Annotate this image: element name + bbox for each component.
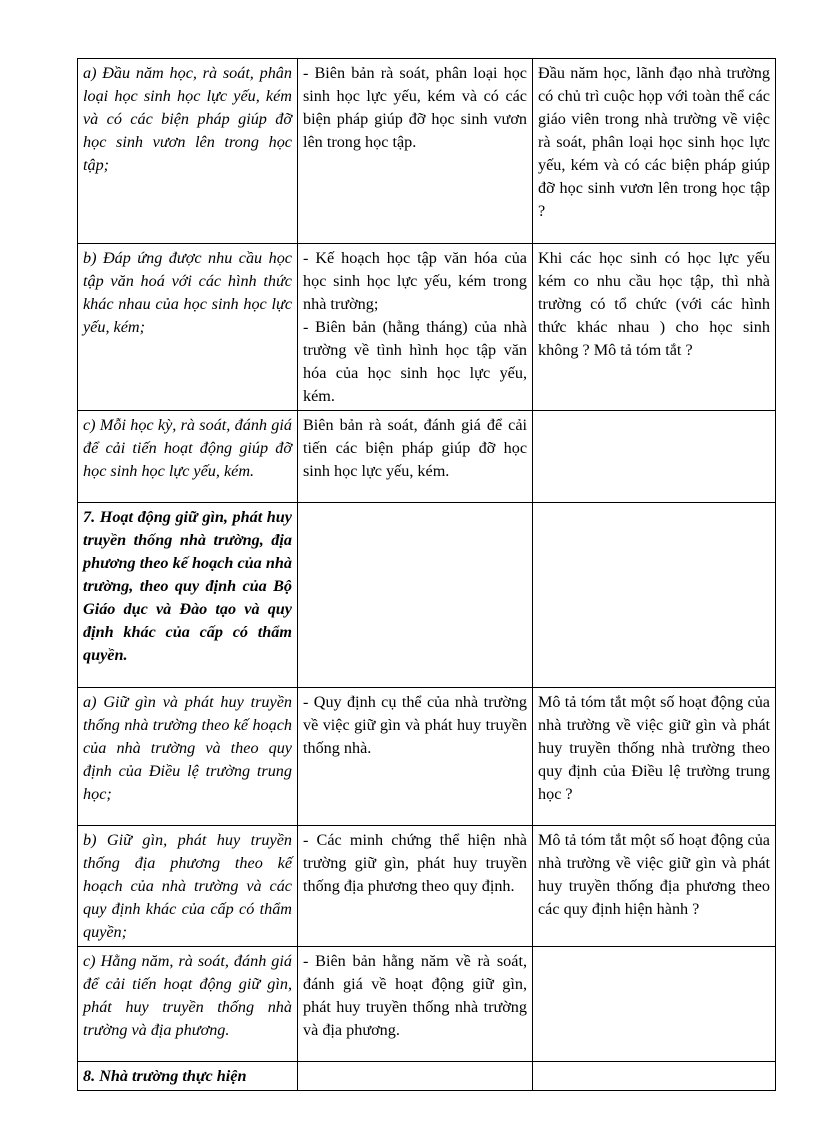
evidence-cell — [298, 244, 533, 411]
question-cell — [533, 411, 776, 503]
standard-heading-cell: 8. Nhà trường thực hiện — [78, 1062, 298, 1091]
question-cell — [533, 503, 776, 688]
question-cell — [533, 1062, 776, 1091]
question-cell: Mô tả tóm tắt một số hoạt động của nhà trường về việc giữ gìn và phát huy truyền thống nhà trường theo quy định của Điều lệ trường trung học ? — [533, 688, 776, 826]
criterion-cell: b) Đáp ứng được nhu cầu học tập văn hoá với các hình thức khác nhau của học sinh học lực yếu, kém; — [78, 244, 298, 411]
question-cell: Mô tả tóm tắt một số hoạt động của nhà trường về việc giữ gìn và phát huy truyền thống địa phương theo các quy định hiện hành ? — [533, 826, 776, 947]
table-row — [78, 411, 776, 503]
criterion-cell: a) Giữ gìn và phát huy truyền thống nhà trường theo kế hoạch của nhà trường và theo quy định của Điều lệ trường trung học; — [78, 688, 298, 826]
evidence-cell — [298, 503, 533, 688]
evidence-cell — [298, 947, 533, 1062]
evidence-item: - Các minh chứng thể hiện nhà trường giữ gìn, phát huy truyền thống địa phương theo quy định. — [303, 831, 527, 895]
criterion-cell: a) Đầu năm học, rà soát, phân loại học sinh học lực yếu, kém và có các biện pháp giúp đỡ học sinh vươn lên trong học tập; — [78, 59, 298, 244]
question-cell — [533, 947, 776, 1062]
table-row — [78, 1062, 776, 1091]
criterion-cell: c) Hằng năm, rà soát, đánh giá để cải tiến hoạt động giữ gìn, phát huy truyền thống nhà trường và địa phương. — [78, 947, 298, 1062]
criteria-table — [77, 58, 776, 1091]
standard-heading-cell: 7. Hoạt động giữ gìn, phát huy truyền thống nhà trường, địa phương theo kế hoạch của nhà trường, theo quy định của Bộ Giáo dục và Đào tạo và quy định khác của cấp có thẩm quyền. — [78, 503, 298, 688]
evidence-cell — [298, 688, 533, 826]
criterion-cell: b) Giữ gìn, phát huy truyền thống địa phương theo kế hoạch của nhà trường và các quy định khác của cấp có thẩm quyền; — [78, 826, 298, 947]
evidence-item: - Biên bản rà soát, phân loại học sinh học lực yếu, kém và có các biện pháp giúp đỡ học sinh vươn lên trong học tập. — [303, 64, 527, 151]
evidence-item: - Biên bản (hằng tháng) của nhà trường về tình hình học tập văn hóa của học sinh học lực yếu, kém. — [303, 318, 527, 405]
evidence-item: - Quy định cụ thể của nhà trường về việc giữ gìn và phát huy truyền thống nhà. — [303, 693, 527, 757]
table-row — [78, 503, 776, 688]
table-row — [78, 244, 776, 411]
evidence-cell — [298, 1062, 533, 1091]
table-row — [78, 688, 776, 826]
evidence-item: - Biên bản hằng năm về rà soát, đánh giá về hoạt động giữ gìn, phát huy truyền thống nhà trường và địa phương. — [303, 952, 527, 1039]
evidence-item: Biên bản rà soát, đánh giá để cải tiến các biện pháp giúp đỡ học sinh học lực yếu, kém. — [303, 416, 527, 480]
document-page — [77, 58, 775, 1091]
criterion-cell: c) Mỗi học kỳ, rà soát, đánh giá để cải tiến hoạt động giúp đỡ học sinh học lực yếu, kém. — [78, 411, 298, 503]
evidence-item: - Kế hoạch học tập văn hóa của học sinh học lực yếu, kém trong nhà trường; — [303, 249, 527, 313]
table-row — [78, 826, 776, 947]
evidence-cell — [298, 59, 533, 244]
question-cell: Đầu năm học, lãnh đạo nhà trường có chủ trì cuộc họp với toàn thể các giáo viên trong nhà trường về việc rà soát, phân loại học sinh học lực yếu, kém và có các biện pháp giúp đỡ học sinh vươn lên trong học tập ? — [533, 59, 776, 244]
evidence-cell — [298, 826, 533, 947]
table-row — [78, 947, 776, 1062]
question-cell: Khi các học sinh có học lực yếu kém co nhu cầu học tập, thì nhà trường có tổ chức (với các hình thức khác nhau ) cho học sinh không ? Mô tả tóm tắt ? — [533, 244, 776, 411]
evidence-cell — [298, 411, 533, 503]
table-row — [78, 59, 776, 244]
